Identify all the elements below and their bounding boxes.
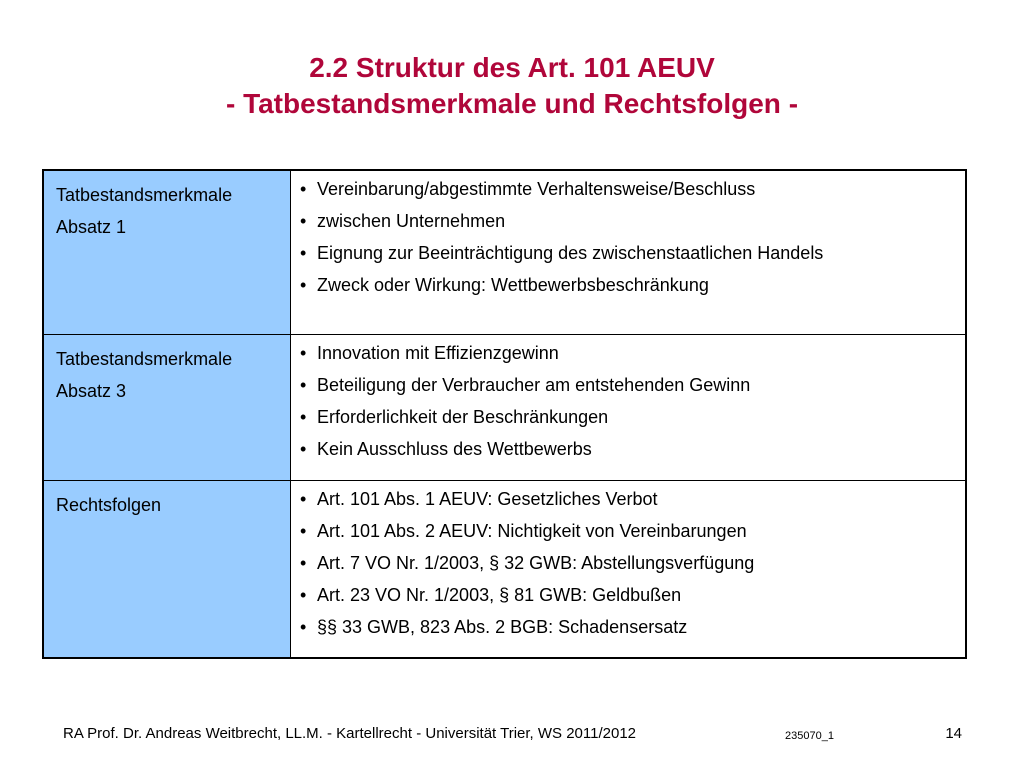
bullet-icon: • [300,553,307,573]
list-item [300,209,965,233]
list-item [300,177,965,201]
bullet-icon: • [300,179,307,199]
row-3-content-cell [291,481,965,657]
list-item-text: Art. 7 VO Nr. 1/2003, § 32 GWB: Abstellungsverfügung [317,553,755,573]
list-item-text: Beteiligung der Verbraucher am entstehenden Gewinn [317,375,751,395]
list-item [300,583,965,607]
bullet-icon: • [300,343,307,363]
bullet-icon: • [300,617,307,637]
bullet-icon: • [300,521,307,541]
footer-author: RA Prof. Dr. Andreas Weitbrecht, LL.M. - Kartellrecht - Universität Trier, WS 2011/2012 [63,725,637,742]
structure-table [42,169,967,659]
list-item [300,341,965,365]
row-1-label-line-1: Tatbestandsmerkmale [56,185,233,205]
list-item-text: Art. 101 Abs. 1 AEUV: Gesetzliches Verbot [317,489,658,509]
footer-code: 235070_1 [785,730,834,742]
bullet-icon: • [300,211,307,231]
list-item-text: Kein Ausschluss des Wettbewerbs [317,439,592,459]
list-item-text: Eignung zur Beeinträchtigung des zwischenstaatlichen Handels [317,243,824,263]
bullet-icon: • [300,243,307,263]
row-2-label-cell [44,335,291,481]
bullet-icon: • [300,275,307,295]
list-item [300,437,965,461]
row-2-label-line-2: Absatz 3 [56,381,127,401]
slide-title-line-2: - Tatbestandsmerkmale und Rechtsfolgen - [225,88,799,119]
list-item [300,487,965,511]
slide-title [0,50,1024,122]
row-1-label-cell [44,171,291,335]
list-item-text: Vereinbarung/abgestimmte Verhaltensweise/Beschluss [317,179,756,199]
row-3-label-cell [44,481,291,657]
list-item-text: Zweck oder Wirkung: Wettbewerbsbeschränkung [317,275,709,295]
list-item-text: Innovation mit Effizienzgewinn [317,343,559,363]
row-2-label-line-1: Tatbestandsmerkmale [56,349,233,369]
bullet-icon: • [300,439,307,459]
list-item [300,241,965,265]
page-number: 14 [945,725,962,742]
list-item [300,615,965,639]
list-item-text: Art. 101 Abs. 2 AEUV: Nichtigkeit von Vereinbarungen [317,521,747,541]
row-3-label-line-1: Rechtsfolgen [56,495,162,515]
list-item-text: Art. 23 VO Nr. 1/2003, § 81 GWB: Geldbußen [317,585,682,605]
list-item [300,373,965,397]
list-item-text: Erforderlichkeit der Beschränkungen [317,407,609,427]
list-item-text: zwischen Unternehmen [317,211,506,231]
bullet-icon: • [300,407,307,427]
list-item [300,551,965,575]
list-item [300,273,965,297]
list-item [300,519,965,543]
row-1-label-line-2: Absatz 1 [56,217,127,237]
bullet-icon: • [300,375,307,395]
bullet-icon: • [300,489,307,509]
slide-title-line-1: 2.2 Struktur des Art. 101 AEUV [309,52,715,83]
bullet-icon: • [300,585,307,605]
row-1-content-cell [291,171,965,335]
list-item [300,405,965,429]
list-item-text: §§ 33 GWB, 823 Abs. 2 BGB: Schadensersatz [317,617,688,637]
row-2-content-cell [291,335,965,481]
